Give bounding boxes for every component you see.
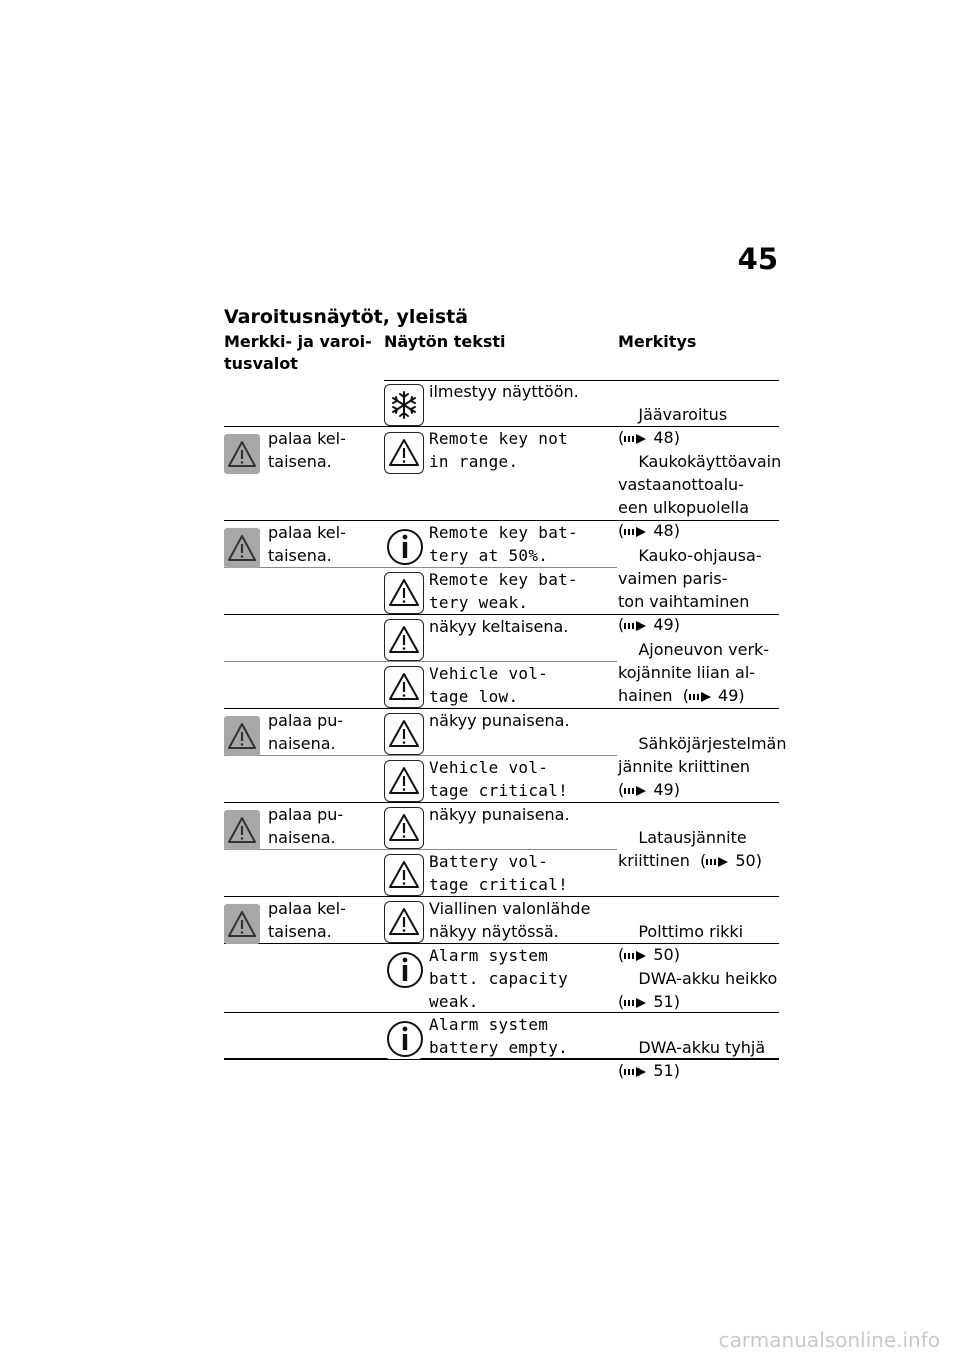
- lamp-text: palaa kel- taisena.: [268, 429, 346, 471]
- page-ref-arrow-icon: [624, 997, 648, 1009]
- lamp-text: palaa kel- taisena.: [268, 523, 346, 565]
- warning-lamp: [224, 904, 260, 944]
- section-title: Varoitusnäytöt, yleistä: [224, 306, 469, 328]
- meaning-text: Polttimo rikki ( 50): [618, 922, 744, 964]
- display-text: Vehicle vol- tage low.: [429, 664, 549, 706]
- display-text: Alarm system batt. capacity weak.: [429, 946, 569, 1011]
- warning-lamp: [224, 716, 260, 756]
- display-text: näkyy punaisena.: [429, 711, 570, 730]
- meaning-text: Kauko-ohjausa- vaimen paris- ton vaihtaminen ( 49): [618, 546, 762, 634]
- rule: [224, 661, 617, 662]
- page-number: 45: [737, 242, 778, 276]
- page-ref-arrow-icon: [624, 785, 648, 797]
- warning-table: [224, 380, 787, 1080]
- display-text: Remote key bat- tery at 50%.: [429, 523, 578, 565]
- meaning-text: Latausjännite kriittinen ( 50): [618, 828, 762, 870]
- display-text: Remote key bat- tery weak.: [429, 570, 578, 612]
- warning-lamp: [224, 810, 260, 850]
- warning-triangle-icon: [384, 666, 424, 708]
- info-icon: [384, 525, 424, 567]
- warning-triangle-icon: [384, 619, 424, 661]
- warning-triangle-icon: [384, 854, 424, 896]
- page-ref-arrow-icon: [689, 691, 713, 703]
- warning-triangle-icon: [384, 432, 424, 474]
- meaning-text: DWA-akku heikko ( 51): [618, 969, 778, 1011]
- display-text: Remote key not in range.: [429, 429, 569, 471]
- warning-triangle-icon: [384, 713, 424, 755]
- display-text: Battery vol- tage critical!: [429, 852, 569, 894]
- display-text: Vehicle vol- tage critical!: [429, 758, 569, 800]
- warning-triangle-icon: [384, 572, 424, 614]
- column-header-meaning: Merkitys: [618, 332, 697, 351]
- display-text: Alarm system battery empty.: [429, 1015, 569, 1057]
- meaning-text: DWA-akku tyhjä ( 51): [618, 1038, 766, 1080]
- warning-lamp: [224, 528, 260, 568]
- column-header-signal-lamps: Merkki- ja varoi- tusvalot: [224, 332, 372, 373]
- warning-triangle-icon: [384, 901, 424, 943]
- meaning-text: Kaukokäyttöavain vastaanottoalu- een ulkopuolella ( 48): [618, 452, 782, 540]
- meaning-text: Ajoneuvon verk- kojännite liian al- hainen ( 49): [618, 640, 770, 705]
- column-header-display-text: Näytön teksti: [384, 332, 506, 351]
- snowflake-icon: [384, 384, 424, 426]
- lamp-text: palaa pu- naisena.: [268, 805, 344, 847]
- watermark-footer: carmanualsonline.info: [718, 1328, 940, 1352]
- page-ref-arrow-icon: [706, 856, 730, 868]
- display-text: näkyy punaisena.: [429, 805, 570, 824]
- lamp-text: palaa kel- taisena.: [268, 899, 346, 941]
- warning-lamp: [224, 434, 260, 474]
- lamp-text: palaa pu- naisena.: [268, 711, 344, 753]
- warning-triangle-icon: [384, 760, 424, 802]
- meaning-text: Jäävaroitus ( 48): [618, 405, 728, 447]
- page-ref-arrow-icon: [624, 1066, 648, 1078]
- display-text: näkyy keltaisena.: [429, 617, 569, 636]
- info-icon: [384, 948, 424, 990]
- warning-triangle-icon: [384, 807, 424, 849]
- meaning-text: Sähköjärjestelmän jännite kriittinen ( 49): [618, 734, 787, 799]
- display-text: Viallinen valonlähde näkyy näytössä.: [429, 899, 591, 941]
- info-icon: [384, 1017, 424, 1059]
- display-text: ilmestyy näyttöön.: [429, 382, 579, 401]
